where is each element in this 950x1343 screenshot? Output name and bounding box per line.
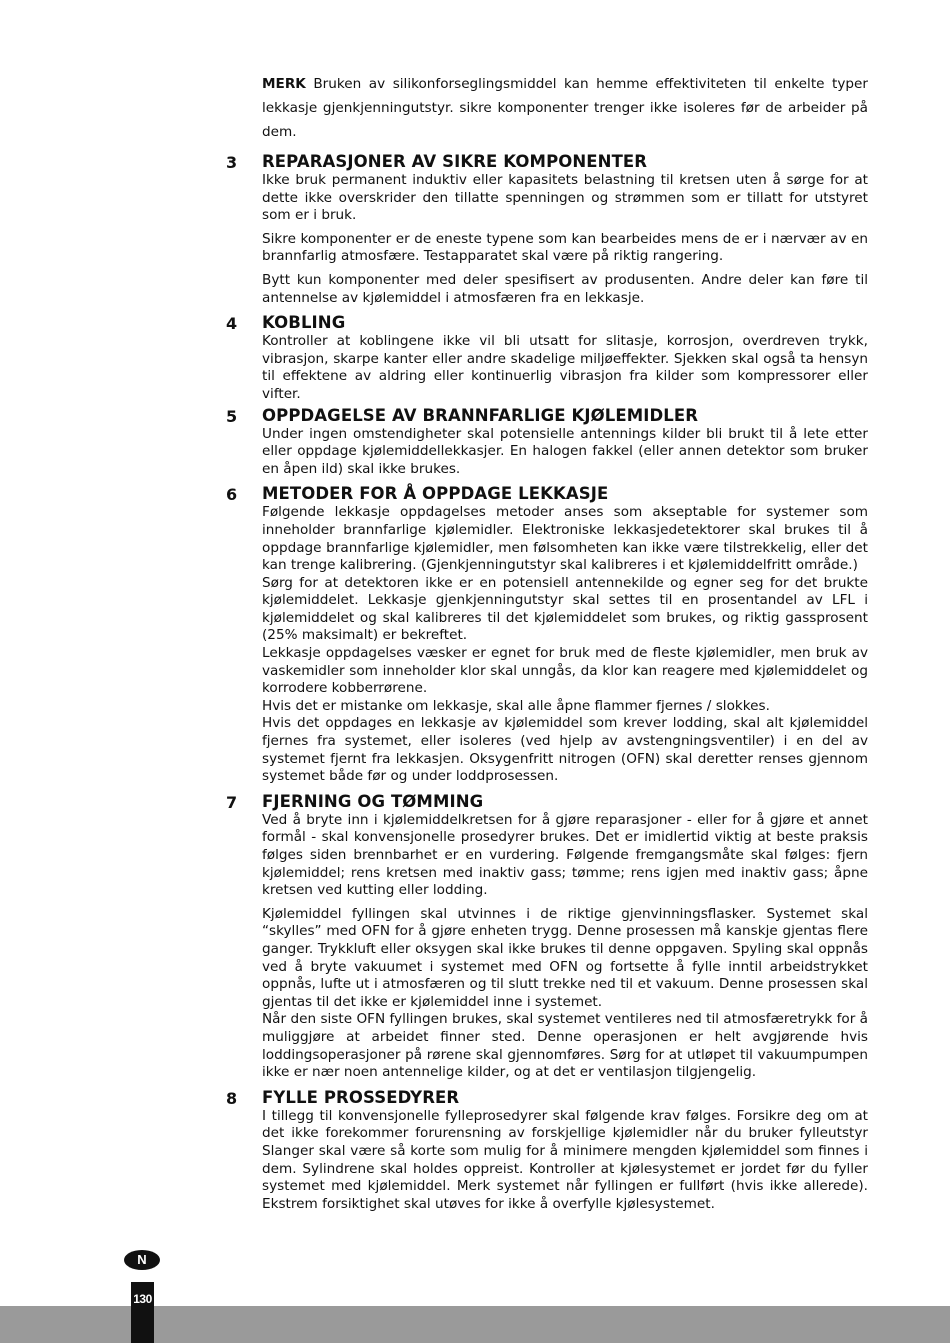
section-paragraph: Hvis det oppdages en lekkasje av kjølemiddel som krever lodding, skal alt kjølemiddel fjernes fra systemet, eller isoleres (ved hjelp av avstengningsventiler) i en del av systemet fjernt fra lekkasjen. Oksygenfritt nitrogen (OFN) skal deretter renses gjennom systemet både før og under loddprosessen. [262, 715, 868, 785]
section-4 [226, 313, 868, 403]
section-paragraph: Når den siste OFN fyllingen brukes, skal systemet ventileres ned til atmosfæretrykk for å muliggjøre at arbeidet finner sted. Denne operasjonen er helt avgjørende hvis loddingsoperasjoner på rørene skal gjennomføres. Sørg for at utløpet til vakuumpumpen ikke er nær noen antennelige kilder, og at det er ventilasjon tilgjengelig. [262, 1011, 868, 1081]
section-number: 7 [226, 792, 238, 812]
note-text: Bruken av silikonforseglingsmiddel kan hemme effektiviteten til enkelte typer lekkasje gjenkjenningutstyr. sikre komponenter trenger ikke isoleres før de arbeider på dem. [262, 76, 868, 140]
section-paragraph: I tillegg til konvensjonelle fylleprosedyrer skal følgende krav følges. Forsikre deg om at det ikke forekommer forurensning av forskjellige kjølemidler når du bruker fylleutstyr Slanger skal være så korte som mulig for å minimere mengden kjølemiddel som finnes i dem. Sylindrene skal holdes oppreist. Kontroller at kjølesystemet er jordet før du fyller systemet med kjølemiddel. Merk systemet når fyllingen er fullført (hvis ikke allerede). Ekstrem forsiktighet skal utøves for ikke å overfylle kjølesystemet. [262, 1107, 868, 1212]
section-title: METODER FOR Å OPPDAGE LEKKASJE [262, 484, 609, 504]
section-number: 5 [226, 406, 238, 426]
note-paragraph [262, 72, 868, 144]
section-title: FYLLE PROSSEDYRER [262, 1087, 460, 1107]
section-number: 8 [226, 1088, 238, 1108]
section-title: REPARASJONER AV SIKRE KOMPONENTER [262, 152, 648, 171]
section-paragraph: Ved å bryte inn i kjølemiddelkretsen for å gjøre reparasjoner - eller for å gjøre et annet formål - skal konvensjonelle prosedyrer brukes. Det er imidlertid viktig at beste praksis følges siden brennbarhet er en vurdering. Følgende fremgangsmåte skal følges: fjern kjølemiddel; rens kretsen med inaktiv gass; tømme; rens igjen med inaktiv gass; åpne kretsen ved kutting eller lodding. [262, 811, 868, 899]
section-paragraph: Ikke bruk permanent induktiv eller kapasitets belastning til kretsen uten å sørge for at dette ikke overskrider den tillatte spenningen og strømmen som er tillatt for utstyret som er i bruk. [262, 172, 868, 224]
section-paragraph: Bytt kun komponenter med deler spesifisert av produsenten. Andre deler kan føre til antennelse av kjølemiddel i atmosfæren fra en lekkasje. [262, 271, 868, 306]
section-paragraph: Kontroller at koblingene ikke vil bli utsatt for slitasje, korrosjon, overdreven trykk, vibrasjon, skarpe kanter eller andre skadelige miljøeffekter. Sjekken skal også ta hensyn til effektene av aldring eller kontinuerlig vibrasjon fra kilder som kompressorer eller vifter. [262, 333, 868, 402]
language-badge: N [124, 1250, 160, 1270]
section-3 [226, 152, 868, 307]
section-paragraph: Kjølemiddel fyllingen skal utvinnes i de riktige gjenvinningsflasker. Systemet skal “skylles” med OFN for å gjøre enheten trygg. Denne prosessen må kanskje gjentas flere ganger. Trykkluft eller oksygen skal ikke brukes til denne oppgaven. Spyling skal oppnås ved å bryte vakuumet i systemet med OFN og fortsette å fylle inntil arbeidstrykket oppnås, lufte ut i atmosfæren og til slutt trekke ned til et vakuum. Denne prosessen skal gjentas til det ikke er kjølemiddel inne i systemet. [262, 905, 868, 1010]
section-paragraph: Sørg for at detektoren ikke er en potensiell antennekilde og egner seg for det brukte kjølemiddelet. Lekkasje gjenkjenningutstyr skal settes til en prosentandel av LFL i kjølemiddelet og skal kalibreres til det kjølemiddelet som brukes, og riktig gassprosent (25% maksimalt) er bekreftet. [262, 574, 868, 644]
section-title: KOBLING [262, 313, 346, 333]
section-paragraph: Hvis det er mistanke om lekkasje, skal alle åpne flammer fjernes / slokkes. [262, 697, 770, 714]
section-paragraph: Følgende lekkasje oppdagelses metoder anses som akseptable for systemer som inneholder brannfarlige kjølemidler. Elektroniske lekkasjedetektorer skal brukes til å oppdage brannfarlige kjølemidler, men følsomheten kan ikke være tilstrekkelig, eller det kan trenge kalibrering. (Gjenkjenningutstyr skal kalibreres i et kjølemiddelfritt område.) [262, 504, 868, 574]
page-number: 130 [131, 1282, 154, 1343]
section-number: 6 [226, 485, 238, 505]
note-label: MERK [262, 76, 306, 92]
section-8 [226, 1087, 868, 1214]
section-number: 3 [226, 153, 238, 172]
section-paragraph: Lekkasje oppdagelses væsker er egnet for bruk med de fleste kjølemidler, men bruk av vaskemidler som inneholder klor skal unngås, da klor kan reagere med kjølemiddelet og korrodere kobberrørene. [262, 645, 868, 697]
document-body [226, 72, 868, 1219]
section-number: 4 [226, 314, 238, 334]
section-title: FJERNING OG TØMMING [262, 791, 484, 811]
section-title: OPPDAGELSE AV BRANNFARLIGE KJØLEMIDLER [262, 405, 699, 425]
section-5 [226, 405, 868, 479]
section-paragraph: Under ingen omstendigheter skal potensielle antennings kilder bli brukt til å lete etter eller oppdage kjølemiddellekkasjer. En halogen fakkel (eller annen detektor som bruker en åpen ild) skal ikke brukes. [262, 425, 868, 477]
section-6 [226, 484, 868, 786]
section-paragraph: Sikre komponenter er de eneste typene som kan bearbeides mens de er i nærvær av en brannfarlig atmosfære. Testapparatet skal være på riktig rangering. [262, 230, 868, 265]
section-7 [226, 791, 868, 1082]
